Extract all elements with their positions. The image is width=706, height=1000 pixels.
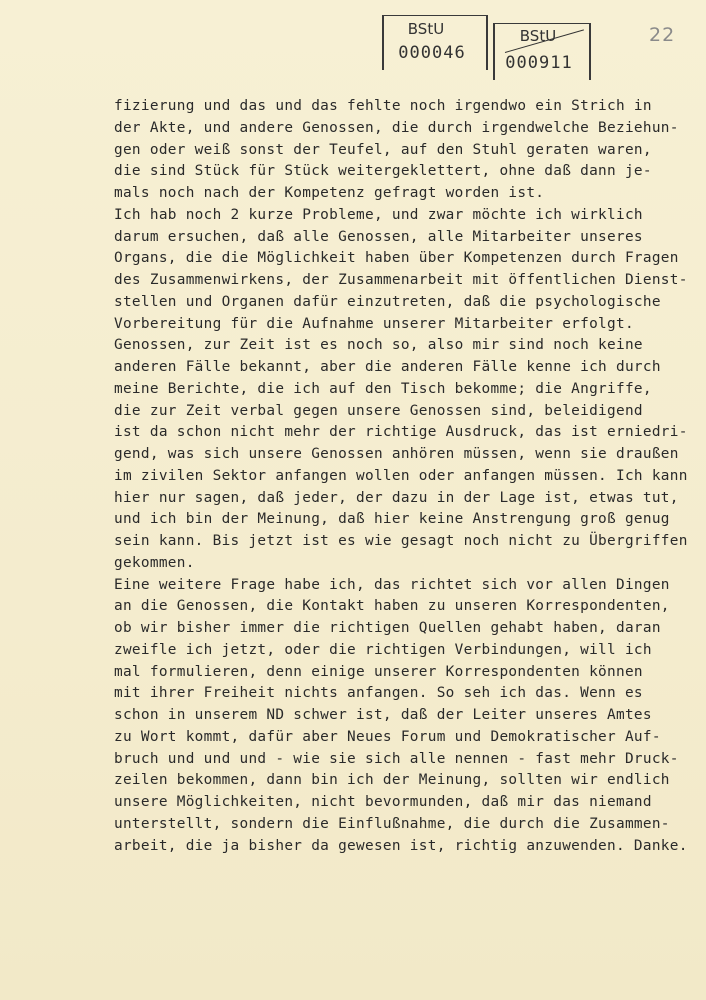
text-line: Organs, die die Möglichkeit haben über Kompetenzen durch Fragen [114, 250, 679, 267]
page-number: 22 [649, 24, 676, 46]
text-line: gekommen. [114, 554, 195, 571]
text-line: stellen und Organen dafür einzutreten, daß die psychologische [114, 293, 661, 310]
text-line: mit ihrer Freiheit nichts anfangen. So seh ich das. Wenn es [114, 685, 643, 702]
text-line: und ich bin der Meinung, daß hier keine Anstrengung groß genug [114, 511, 670, 528]
text-line: Genossen, zur Zeit ist es noch so, also mir sind noch keine [114, 337, 643, 354]
text-line: die zur Zeit verbal gegen unsere Genossen sind, beleidigend [114, 402, 643, 419]
stamp-number: 000046 [398, 43, 466, 63]
text-line: mal formulieren, denn einige unserer Korrespondenten können [114, 663, 643, 680]
text-line: zu Wort kommt, dafür aber Neues Forum und Demokratischer Auf- [114, 728, 661, 745]
archive-stamp-secondary [493, 23, 591, 80]
text-line: gend, was sich unsere Genossen anhören müssen, wenn sie draußen [114, 446, 679, 462]
stamp-label: BStU [407, 20, 445, 38]
text-line: bruch und und und - wie sie sich alle nennen - fast mehr Druck- [114, 750, 679, 767]
text-line: Vorbereitung für die Aufnahme unserer Mitarbeiter erfolgt. [114, 315, 634, 332]
text-line: ob wir bisher immer die richtigen Quellen gehabt haben, daran [114, 620, 661, 636]
text-line: Eine weitere Frage habe ich, das richtet sich vor allen Dingen [114, 576, 670, 593]
text-line: schon in unserem ND schwer ist, daß der Leiter unseres Amtes [114, 707, 652, 723]
text-line: meine Berichte, die ich auf den Tisch bekomme; die Angriffe, [114, 380, 652, 397]
text-line: ist da schon nicht mehr der richtige Ausdruck, das ist erniedri- [114, 424, 688, 441]
text-line: mals noch nach der Kompetenz gefragt worden ist. [114, 185, 545, 201]
text-line: zweifle ich jetzt, oder die richtigen Verbindungen, will ich [114, 641, 652, 658]
text-line: die sind Stück für Stück weitergeklettert, ohne daß dann je- [114, 163, 652, 180]
text-line: Ich hab noch 2 kurze Probleme, und zwar möchte ich wirklich [114, 206, 643, 223]
text-line: anderen Fälle bekannt, aber die anderen Fälle kenne ich durch [114, 359, 661, 375]
text-line: des Zusammenwirkens, der Zusammenarbeit mit öffentlichen Dienst- [114, 272, 688, 288]
text-line: arbeit, die ja bisher da gewesen ist, richtig anzuwenden. Danke. [114, 837, 688, 854]
stamp-label: BStU [519, 27, 557, 45]
stamp-number-crossed: 000911 [505, 53, 573, 73]
text-line: unsere Möglichkeiten, nicht bevormunden, daß mir das niemand [114, 794, 652, 810]
text-line: an die Genossen, die Kontakt haben zu unseren Korrespondenten, [114, 598, 670, 615]
text-line: fizierung und das und das fehlte noch irgendwo ein Strich in [114, 98, 652, 114]
text-line: zeilen bekommen, dann bin ich der Meinung, sollten wir endlich [114, 772, 670, 789]
text-line: sein kann. Bis jetzt ist es wie gesagt noch nicht zu Übergriffen [114, 533, 688, 549]
text-line: gen oder weiß sonst der Teufel, auf den Stuhl geraten waren, [114, 141, 652, 158]
text-line: der Akte, und andere Genossen, die durch irgendwelche Beziehun- [114, 119, 679, 136]
text-line: unterstellt, sondern die Einflußnahme, die durch die Zusammen- [114, 815, 670, 832]
archive-stamp-primary [382, 15, 488, 70]
body-text [114, 96, 694, 857]
text-line: darum ersuchen, daß alle Genossen, alle Mitarbeiter unseres [114, 228, 643, 245]
text-line: im zivilen Sektor anfangen wollen oder anfangen müssen. Ich kann [114, 467, 688, 484]
text-line: hier nur sagen, daß jeder, der dazu in der Lage ist, etwas tut, [114, 489, 679, 506]
